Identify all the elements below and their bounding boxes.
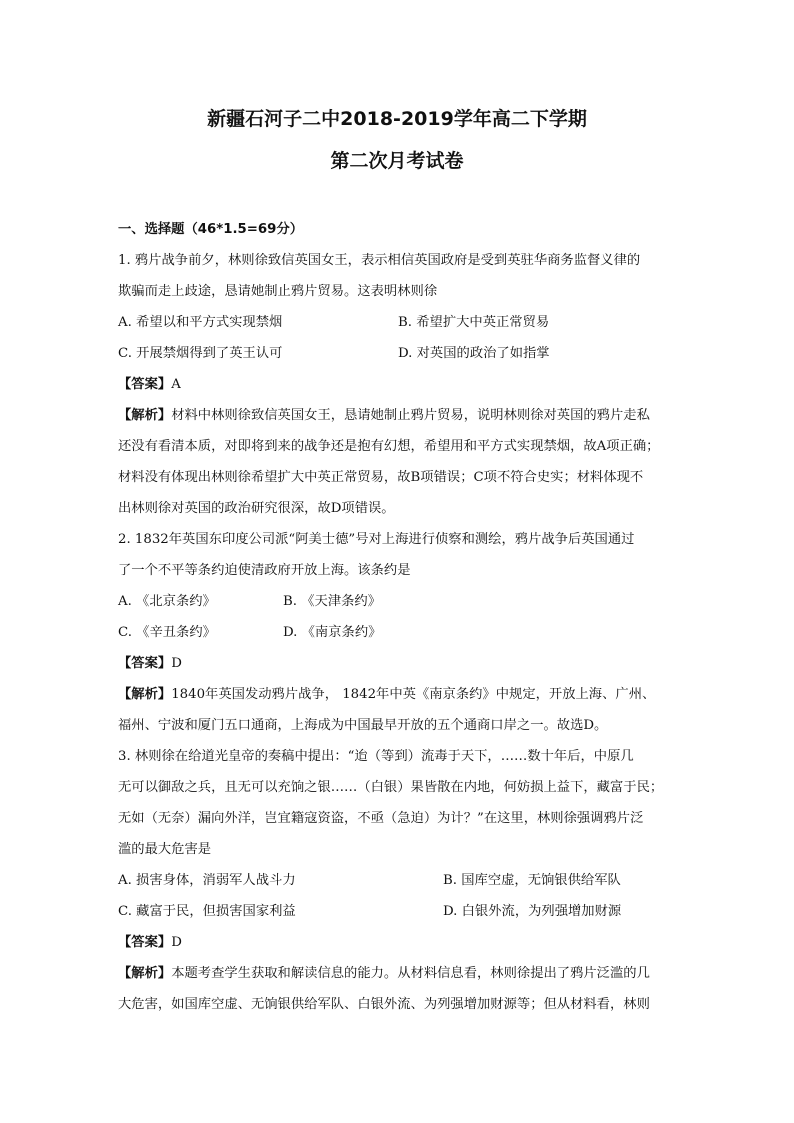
q2-options-row <box>118 586 678 617</box>
answer-label: 【答案】 <box>118 935 172 950</box>
q1-options-row <box>118 307 678 338</box>
analysis-label: 【解析】 <box>118 687 172 702</box>
q2-option-a: A. 《北京条约》 <box>118 594 216 609</box>
answer-label: 【答案】 <box>118 656 172 671</box>
q1-option-a: A. 希望以和平方式实现禁烟 <box>118 315 283 330</box>
analysis-label: 【解析】 <box>118 966 172 981</box>
answer-label: 【答案】 <box>118 377 172 392</box>
q3-stem-line: 3. 林则徐在给道光皇帝的奏稿中提出：“迨（等到）流毒于天下，……数十年后，中原几 <box>118 749 634 764</box>
answer-value: D <box>171 935 182 950</box>
q1-option-b: B. 希望扩大中英正常贸易 <box>398 315 550 330</box>
q1-analysis-line: 还没有看清本质，对即将到来的战争还是抱有幻想，希望用和平方式实现禁烟，故A项正确； <box>118 439 660 454</box>
q3-option-c: C. 藏富于民，但损害国家利益 <box>118 904 296 919</box>
q2-stem-line: 了一个不平等条约迫使清政府开放上海。该条约是 <box>118 563 411 578</box>
q1-analysis-line: 材料没有体现出林则徐希望扩大中英正常贸易，故B项错误；C项不符合史实；材料体现不 <box>118 470 644 485</box>
q2-analysis-line <box>118 679 678 710</box>
exam-title: 新疆石河子二中2018-2019学年高二下学期 <box>207 108 587 130</box>
exam-content <box>118 214 678 1020</box>
analysis-label: 【解析】 <box>118 408 172 423</box>
q3-analysis-line <box>118 958 678 989</box>
q2-option-b: B. 《天津条约》 <box>283 594 382 609</box>
q1-options-row <box>118 338 678 369</box>
q1-stem-line: 1. 鸦片战争前夕，林则徐致信英国女王，表示相信英国政府是受到英驻华商务监督义律的 <box>118 253 641 268</box>
q3-option-a: A. 损害身体，消弱军人战斗力 <box>118 873 296 888</box>
analysis-text: 1840年英国发动鸦片战争， 1842年中英《南京条约》中规定，开放上海、广州、 <box>171 687 656 702</box>
answer-value: D <box>171 656 182 671</box>
q3-stem-line: 无如（无奈）漏向外洋，岂宜籍寇资盗，不亟（急迫）为计？”在这里，林则徐强调鸦片泛 <box>118 811 644 826</box>
q3-options-row <box>118 896 678 927</box>
analysis-text: 本题考查学生获取和解读信息的能力。从材料信息看，林则徐提出了鸦片泛滥的几 <box>171 966 650 981</box>
q2-stem-line: 2. 1832年英国东印度公司派“阿美士德”号对上海进行侦察和测绘，鸦片战争后英国通过 <box>118 532 635 547</box>
q3-answer <box>118 927 678 958</box>
section-heading: 一、选择题（46*1.5=69分） <box>118 222 304 237</box>
analysis-text: 材料中林则徐致信英国女王，恳请她制止鸦片贸易，说明林则徐对英国的鸦片走私 <box>171 408 650 423</box>
q1-analysis-line <box>118 400 678 431</box>
q3-option-d: D. 白银外流，为列强增加财源 <box>443 904 622 919</box>
q3-stem-line: 无可以御敌之兵，且无可以充饷之银……（白银）果皆散在内地，何妨损上益下，藏富于民； <box>118 780 664 795</box>
q3-option-b: B. 国库空虚，无饷银供给军队 <box>443 873 621 888</box>
q1-stem-line: 欺骗而走上歧途，恳请她制止鸦片贸易。这表明林则徐 <box>118 284 438 299</box>
answer-value: A <box>171 377 181 392</box>
q2-option-c: C. 《辛丑条约》 <box>118 625 216 640</box>
exam-subtitle: 第二次月考试卷 <box>330 150 464 172</box>
q1-answer <box>118 369 678 400</box>
q2-options-row <box>118 617 678 648</box>
q2-analysis-line: 福州、宁波和厦门五口通商，上海成为中国最早开放的五个通商口岸之一。故选D。 <box>118 718 608 733</box>
q1-analysis-line: 出林则徐对英国的政治研究很深，故D项错误。 <box>118 501 395 516</box>
q2-answer <box>118 648 678 679</box>
q3-analysis-line: 大危害，如国库空虚、无饷银供给军队、白银外流、为列强增加财源等；但从材料看，林则 <box>118 997 650 1012</box>
q1-option-c: C. 开展禁烟得到了英王认可 <box>118 346 283 361</box>
q3-options-row <box>118 865 678 896</box>
q1-option-d: D. 对英国的政治了如指掌 <box>398 346 550 361</box>
q3-stem-line: 滥的最大危害是 <box>118 842 212 857</box>
q2-option-d: D. 《南京条约》 <box>283 625 382 640</box>
